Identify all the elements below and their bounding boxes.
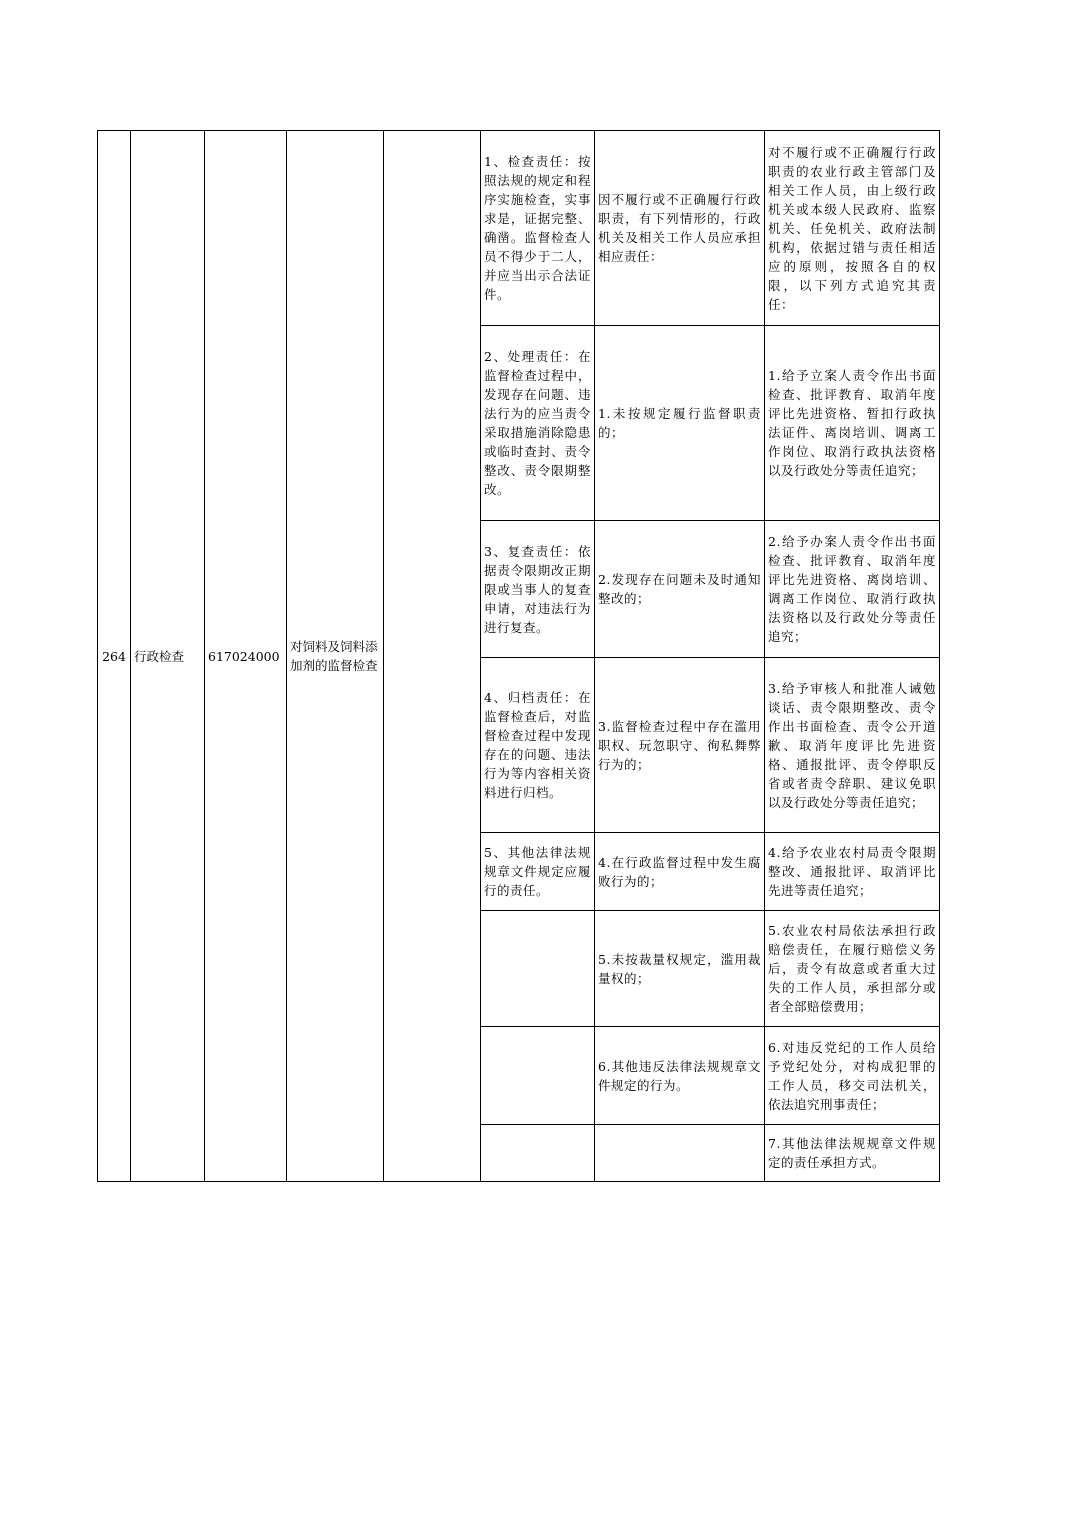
accountability-cell <box>765 1125 940 1182</box>
circumstance-cell <box>595 911 765 1027</box>
accountability-cell <box>765 521 940 658</box>
duty-cell <box>481 131 595 326</box>
circumstance-text: 6.其他违反法律法规规章文件规定的行为。 <box>598 1058 761 1093</box>
duty-cell <box>481 1125 595 1182</box>
circumstance-text: 3.监督检查过程中存在滥用职权、玩忽职守、徇私舞弊行为的； <box>598 718 761 772</box>
accountability-cell <box>765 326 940 521</box>
circumstance-cell <box>595 326 765 521</box>
accountability-cell <box>765 1027 940 1125</box>
circumstance-cell <box>595 658 765 833</box>
accountability-text: 3.给予审核人和批准人诫勉谈话、责令限期整改、责令作出书面检查、责令公开道歉、取消年度评比先进资格、通报批评、责令停职反省或者责令辞职、建议免职以及行政处分等责任追究； <box>768 680 936 810</box>
circumstance-text: 4.在行政监督过程中发生腐败行为的； <box>598 854 761 889</box>
duty-cell <box>481 326 595 521</box>
circumstance-cell <box>595 131 765 326</box>
duty-cell <box>481 1027 595 1125</box>
circumstance-cell <box>595 833 765 911</box>
basis-cell <box>384 131 481 1182</box>
duty-text: 5、其他法律法规规章文件规定应履行的责任。 <box>484 845 591 898</box>
duty-text: 1、检查责任：按照法规的规定和程序实施检查，实事求是，证据完整、确凿。监督检查人员不得少于二人，并应当出示合法证件。 <box>484 154 591 302</box>
accountability-cell <box>765 131 940 326</box>
duty-cell <box>481 521 595 658</box>
duty-cell <box>481 911 595 1027</box>
circumstance-cell <box>595 1125 765 1182</box>
accountability-cell <box>765 833 940 911</box>
circumstance-text: 2.发现存在问题未及时通知整改的； <box>598 572 761 606</box>
accountability-text: 5.农业农村局依法承担行政赔偿责任，在履行赔偿义务后，责令有故意或者重大过失的工作人员，承担部分或者全部赔偿费用； <box>768 923 936 1014</box>
category-cell <box>131 131 205 1182</box>
item-name: 对饲料及饲料添加剂的监督检查 <box>290 639 378 673</box>
table-row <box>98 131 940 326</box>
circumstance-cell <box>595 1027 765 1125</box>
circumstance-text: 因不履行或不正确履行行政职责，有下列情形的，行政机关及相关工作人员应承担相应责任： <box>598 192 761 264</box>
duty-text: 4、归档责任：在监督检查后，对监督检查过程中发现存在的问题、违法行为等内容相关资料进行归档。 <box>484 690 591 800</box>
item-code: 617024000 <box>208 648 280 664</box>
circumstance-text: 1.未按规定履行监督职责的； <box>598 406 761 440</box>
accountability-text: 7.其他法律法规规章文件规定的责任承担方式。 <box>768 1136 936 1170</box>
accountability-text: 对不履行或不正确履行行政职责的农业行政主管部门及相关工作人员，由上级行政机关或本级人民政府、监察机关、任免机关、政府法制机构，依据过错与责任相适应的原则，按照各自的权限，以下列方式追究其责任： <box>768 144 936 312</box>
seq-cell <box>98 131 131 1182</box>
responsibility-table <box>97 130 940 1182</box>
accountability-cell <box>765 911 940 1027</box>
duty-text: 2、处理责任：在监督检查过程中，发现存在问题、违法行为的应当责令采取措施消除隐患或临时查封、责令整改、责令限期整改。 <box>484 349 591 497</box>
duty-cell <box>481 833 595 911</box>
item-name-cell <box>287 131 384 1182</box>
accountability-text: 4.给予农业农村局责令限期整改、通报批评、取消评比先进等责任追究； <box>768 845 936 898</box>
accountability-cell <box>765 658 940 833</box>
accountability-text: 6.对违反党纪的工作人员给予党纪处分，对构成犯罪的工作人员，移交司法机关，依法追究刑事责任； <box>768 1039 936 1112</box>
seq-number: 264 <box>102 648 126 664</box>
accountability-text: 2.给予办案人责令作出书面检查、批评教育、取消年度评比先进资格、离岗培训、调离工作岗位、取消行政执法资格以及行政处分等责任追究； <box>768 534 936 644</box>
duty-text: 3、复查责任：依据责令限期改正期限或当事人的复查申请，对违法行为进行复查。 <box>484 543 591 635</box>
circumstance-text: 5.未按裁量权规定，滥用裁量权的； <box>598 951 761 986</box>
category-label: 行政检查 <box>134 648 185 664</box>
code-cell <box>205 131 287 1182</box>
duty-cell <box>481 658 595 833</box>
circumstance-cell <box>595 521 765 658</box>
accountability-text: 1.给予立案人责令作出书面检查、批评教育、取消年度评比先进资格、暂扣行政执法证件、离岗培训、调离工作岗位、取消行政执法资格以及行政处分等责任追究； <box>768 368 936 478</box>
